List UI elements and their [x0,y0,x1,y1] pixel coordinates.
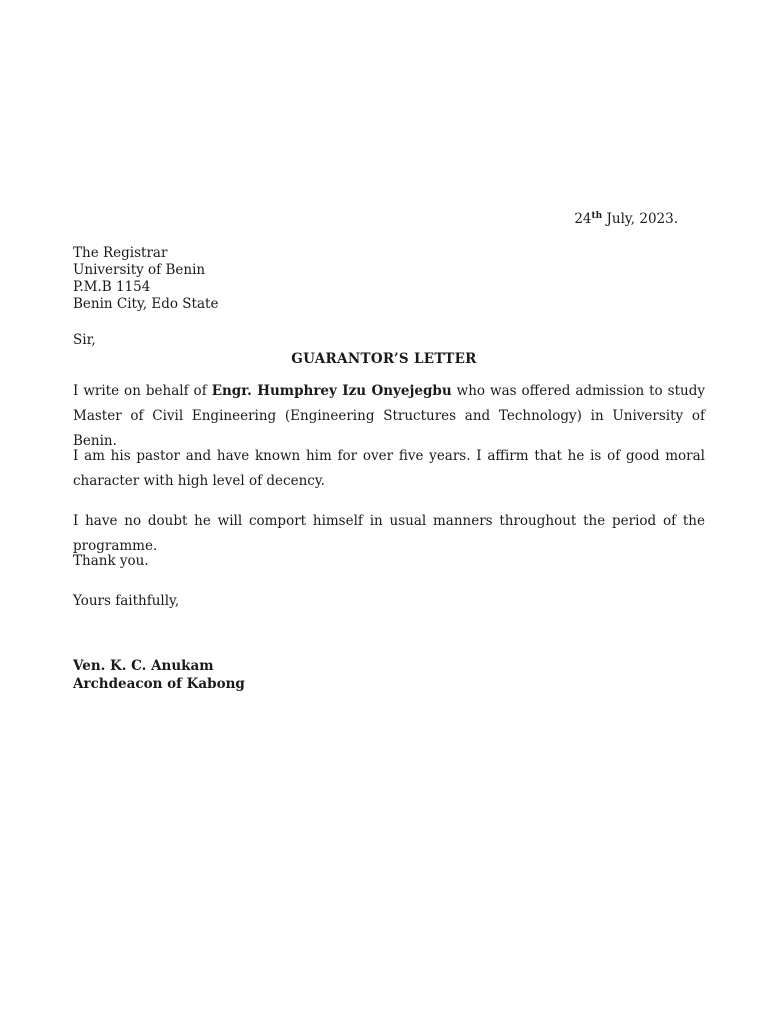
recipient-line-4: Benin City, Edo State [73,296,219,312]
recipient-line-3: P.M.B 1154 [73,279,151,295]
signature-block [73,657,245,693]
paragraph-3: I have no doubt he will comport himself in usual manners throughout the period of the programme. [73,513,705,554]
recipient-address [73,245,218,313]
date-suffix: th [591,211,603,221]
signatory-name: Ven. K. C. Anukam [73,658,214,674]
letter-date [574,211,678,227]
paragraph-1-intro: I write on behalf of [73,383,212,399]
date-day: 24 [574,211,592,227]
salutation: Sir, [73,332,96,348]
paragraph-thanks: Thank you. [73,553,149,569]
paragraph-1-rest: who was offered admission to study Master of Civil Engineering (Engineering Structures and Technology) in University of Benin. [73,383,705,449]
recipient-line-1: The Registrar [73,245,168,261]
paragraph-2: I am his pastor and have known him for over five years. I affirm that he is of good moral character with high level of decency. [73,448,705,489]
recipient-line-2: University of Benin [73,262,206,278]
date-month-year: July, 2023. [602,211,678,227]
letter-subject: GUARANTOR’S LETTER [291,351,477,367]
signatory-title: Archdeacon of Kabong [73,676,245,692]
closing: Yours faithfully, [73,593,180,609]
paragraph-1 [73,379,705,454]
student-name: Engr. Humphrey Izu Onyejegbu [211,383,452,399]
